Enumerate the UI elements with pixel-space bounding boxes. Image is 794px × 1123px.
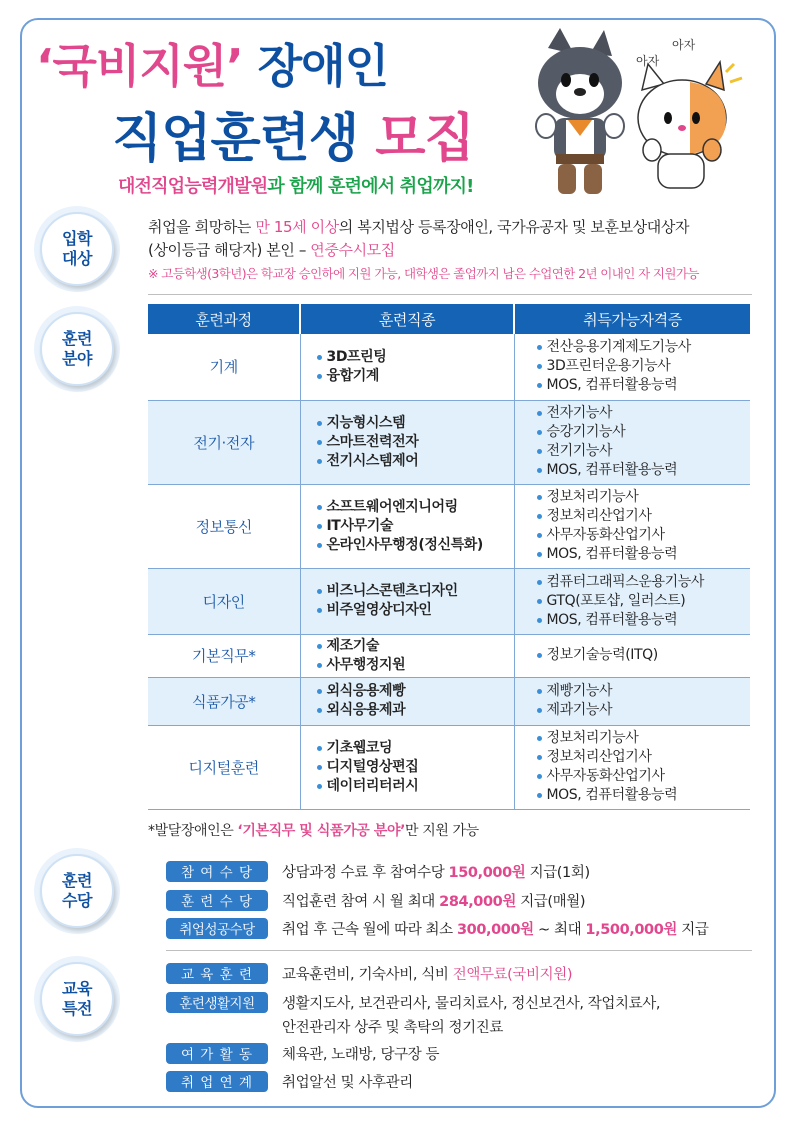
eligibility-line2 xyxy=(148,239,752,262)
allowance-amount: 300,000원 xyxy=(456,921,534,938)
jobs-list xyxy=(317,739,508,796)
cell-certs xyxy=(514,568,750,634)
benefit-label: 취 업 연 계 xyxy=(166,1071,268,1092)
table-body xyxy=(148,334,750,809)
cert-item: 정보처리기능사 xyxy=(537,488,745,507)
allowance-row xyxy=(166,860,590,882)
cell-certs xyxy=(514,634,750,677)
badge-fields xyxy=(34,306,120,392)
cert-item: 정보기술능력(ITQ) xyxy=(537,646,745,665)
cell-certs xyxy=(514,334,750,400)
allowance-text: 지급(매월) xyxy=(515,893,586,910)
benefit-row xyxy=(166,962,572,984)
header-course: 훈련과정 xyxy=(148,304,300,334)
job-item: 스마트전력전자 xyxy=(317,433,508,452)
elig-text-b: 의 복지법상 등록장애인, 국가유공자 및 보훈보상대상자 xyxy=(338,218,690,236)
allowance-label: 훈 련 수 당 xyxy=(166,890,268,911)
job-item: 비주얼영상디자인 xyxy=(317,601,508,620)
table-row xyxy=(148,677,750,725)
certs-list xyxy=(537,488,745,564)
allowance-text: 취업 후 근속 월에 따라 최소 xyxy=(282,921,457,938)
title-rest: 장애인 xyxy=(242,39,389,93)
divider-1 xyxy=(148,294,752,295)
cert-item: MOS, 컴퓨터활용능력 xyxy=(537,786,745,805)
header-certs: 취득가능자격증 xyxy=(514,304,750,334)
certs-list xyxy=(537,404,745,480)
allowance-desc xyxy=(282,890,585,911)
cell-jobs xyxy=(300,677,514,725)
footnote xyxy=(148,820,479,840)
job-item: 외식응용제빵 xyxy=(317,682,508,701)
badge-eligibility xyxy=(34,206,120,292)
eligibility-note: ※ 고등학생(3학년)은 학교장 승인하에 지원 가능, 대학생은 졸업까지 남은 수업연한 2년 이내인 자 지원가능 xyxy=(148,266,699,281)
job-item: 비즈니스콘텐츠디자인 xyxy=(317,582,508,601)
cell-jobs xyxy=(300,725,514,809)
main-title-line2 xyxy=(112,96,474,171)
eligibility-line1 xyxy=(148,216,752,239)
badge-eligibility-line1: 입학 xyxy=(62,229,92,248)
dog-mascot xyxy=(536,28,624,194)
cell-category: 기계 xyxy=(148,334,300,400)
cat-mascot xyxy=(638,62,742,188)
allowance-text: 직업훈련 참여 시 월 최대 xyxy=(282,893,440,910)
main-title-line1 xyxy=(36,30,388,96)
benefit-desc: 체육관, 노래방, 당구장 등 xyxy=(282,1046,440,1063)
cell-category: 식품가공* xyxy=(148,677,300,725)
cell-jobs xyxy=(300,634,514,677)
cell-category: 디지털훈련 xyxy=(148,725,300,809)
cell-category: 기본직무* xyxy=(148,634,300,677)
allowance-amount: 150,000원 xyxy=(448,864,526,881)
table-row xyxy=(148,568,750,634)
cell-category: 디자인 xyxy=(148,568,300,634)
cert-item: 승강기기능사 xyxy=(537,423,745,442)
job-item: 융합기계 xyxy=(317,367,508,386)
job-item: IT사무기술 xyxy=(317,517,508,536)
cert-item: 3D프린터운용기능사 xyxy=(537,357,745,376)
table-row xyxy=(148,725,750,809)
footnote-a: *발달장애인은 xyxy=(148,823,238,839)
table-row xyxy=(148,634,750,677)
certs-list xyxy=(537,646,745,665)
benefit-desc: 취업알선 및 사후관리 xyxy=(282,1074,413,1091)
benefit-desc: 생활지도사, 보건관리사, 물리치료사, 정신보건사, 작업치료사, xyxy=(282,995,661,1012)
benefit-row xyxy=(166,1070,413,1092)
badge-allowance xyxy=(34,848,120,934)
badge-eligibility-line2: 대상 xyxy=(62,249,92,268)
allowance-desc xyxy=(282,861,590,882)
badge-fields-line2: 분야 xyxy=(62,349,92,368)
benefit-desc-cont: 안전관리자 상주 및 촉탁의 정기진료 xyxy=(282,1020,503,1036)
benefit-row xyxy=(166,991,660,1013)
cert-item: GTQ(포토샵, 일러스트) xyxy=(537,592,745,611)
cert-item: 정보처리산업기사 xyxy=(537,748,745,767)
badge-benefits-line1: 교육 xyxy=(62,979,92,998)
benefit-label: 교 육 훈 련 xyxy=(166,963,268,984)
cell-certs xyxy=(514,484,750,568)
certs-list xyxy=(537,338,745,395)
allowance-text: ~ 최대 xyxy=(533,921,586,938)
badge-benefits-line2: 특전 xyxy=(62,999,92,1018)
cert-item: MOS, 컴퓨터활용능력 xyxy=(537,461,745,480)
cert-item: 전기기능사 xyxy=(537,442,745,461)
eligibility-section xyxy=(148,216,752,285)
table-header-row xyxy=(148,304,750,334)
job-item: 외식응용제과 xyxy=(317,701,508,720)
jobs-list xyxy=(317,682,508,720)
subtitle-org: 대전직업능력개발원 xyxy=(118,176,268,197)
benefit-text: 교육훈련비, 기숙사비, 식비 xyxy=(282,966,453,983)
header-jobs: 훈련직종 xyxy=(300,304,514,334)
cert-item: MOS, 컴퓨터활용능력 xyxy=(537,376,745,395)
cell-category: 정보통신 xyxy=(148,484,300,568)
footnote-highlight: ‘기본직무 및 식품가공 분야’ xyxy=(237,823,406,839)
job-item: 지능형시스템 xyxy=(317,414,508,433)
cell-certs xyxy=(514,400,750,484)
cert-item: 컴퓨터그래픽스운용기능사 xyxy=(537,573,745,592)
cert-item: 전자기능사 xyxy=(537,404,745,423)
allowance-amount: 284,000원 xyxy=(439,893,516,910)
job-item: 디지털영상편집 xyxy=(317,758,508,777)
allowance-row xyxy=(166,889,585,911)
cell-category: 전기·전자 xyxy=(148,400,300,484)
cell-jobs xyxy=(300,484,514,568)
job-item: 온라인사무행정(정신특화) xyxy=(317,536,508,555)
title2-main: 직업훈련생 xyxy=(112,109,376,169)
divider-2 xyxy=(166,950,752,951)
allowance-row xyxy=(166,917,708,939)
training-fields-table xyxy=(148,304,750,810)
allowance-text: 상담과정 수료 후 참여수당 xyxy=(282,864,449,881)
job-item: 기초웹코딩 xyxy=(317,739,508,758)
cert-item: 사무자동화산업기사 xyxy=(537,767,745,786)
elig-text-a: 취업을 희망하는 xyxy=(148,218,256,236)
allowance-text: 지급 xyxy=(677,921,709,938)
job-item: 전기시스템제어 xyxy=(317,452,508,471)
cert-item: MOS, 컴퓨터활용능력 xyxy=(537,545,745,564)
cert-item: 사무자동화산업기사 xyxy=(537,526,745,545)
elig-age: 만 15세 이상 xyxy=(255,218,339,236)
table-row xyxy=(148,334,750,400)
job-item: 3D프린팅 xyxy=(317,348,508,367)
jobs-list xyxy=(317,498,508,555)
cell-jobs xyxy=(300,334,514,400)
allowance-desc xyxy=(282,918,708,939)
footnote-b: 만 지원 가능 xyxy=(405,823,479,839)
speech-yaja-2: 아자 xyxy=(672,38,696,52)
benefit-row xyxy=(166,1042,439,1064)
badge-allowance-line2: 수당 xyxy=(62,891,92,910)
benefit-highlight: 전액무료(국비지원) xyxy=(452,966,573,983)
jobs-list xyxy=(317,414,508,471)
cell-certs xyxy=(514,725,750,809)
table-row xyxy=(148,484,750,568)
benefit-desc xyxy=(282,963,572,984)
allowance-label: 취업성공수당 xyxy=(166,918,268,939)
allowance-amount: 1,500,000원 xyxy=(585,921,678,938)
cell-jobs xyxy=(300,568,514,634)
elig-text-c: (상이등급 해당자) 본인 – xyxy=(148,241,311,259)
certs-list xyxy=(537,729,745,805)
cert-item: 제과기능사 xyxy=(537,701,745,720)
table-row xyxy=(148,400,750,484)
title-quote: ‘국비지원’ xyxy=(36,39,243,93)
cert-item: MOS, 컴퓨터활용능력 xyxy=(537,611,745,630)
job-item: 사무행정지원 xyxy=(317,656,508,675)
certs-list xyxy=(537,573,745,630)
job-item: 제조기술 xyxy=(317,637,508,656)
subtitle-rest: 과 함께 훈련에서 취업까지! xyxy=(267,176,474,197)
cert-item: 정보처리기능사 xyxy=(537,729,745,748)
speech-yaja-1: 아자 xyxy=(636,54,660,68)
job-item: 소프트웨어엔지니어링 xyxy=(317,498,508,517)
badge-benefits xyxy=(34,956,120,1042)
jobs-list xyxy=(317,637,508,675)
cert-item: 정보처리산업기사 xyxy=(537,507,745,526)
badge-fields-line1: 훈련 xyxy=(62,329,92,348)
elig-recruit: 연중수시모집 xyxy=(310,241,395,259)
cell-certs xyxy=(514,677,750,725)
cert-item: 전산응용기계제도기능사 xyxy=(537,338,745,357)
jobs-list xyxy=(317,348,508,386)
cert-item: 제빵기능사 xyxy=(537,682,745,701)
job-item: 데이터리터러시 xyxy=(317,777,508,796)
certs-list xyxy=(537,682,745,720)
benefit-label: 여 가 활 동 xyxy=(166,1043,268,1064)
title2-pink: 모집 xyxy=(375,109,474,169)
benefit-label: 훈련생활지원 xyxy=(166,992,268,1013)
allowance-text: 지급(1회) xyxy=(525,864,590,881)
jobs-list xyxy=(317,582,508,620)
badge-allowance-line1: 훈련 xyxy=(62,871,92,890)
cell-jobs xyxy=(300,400,514,484)
allowance-label: 참 여 수 당 xyxy=(166,861,268,882)
subtitle xyxy=(118,172,474,198)
